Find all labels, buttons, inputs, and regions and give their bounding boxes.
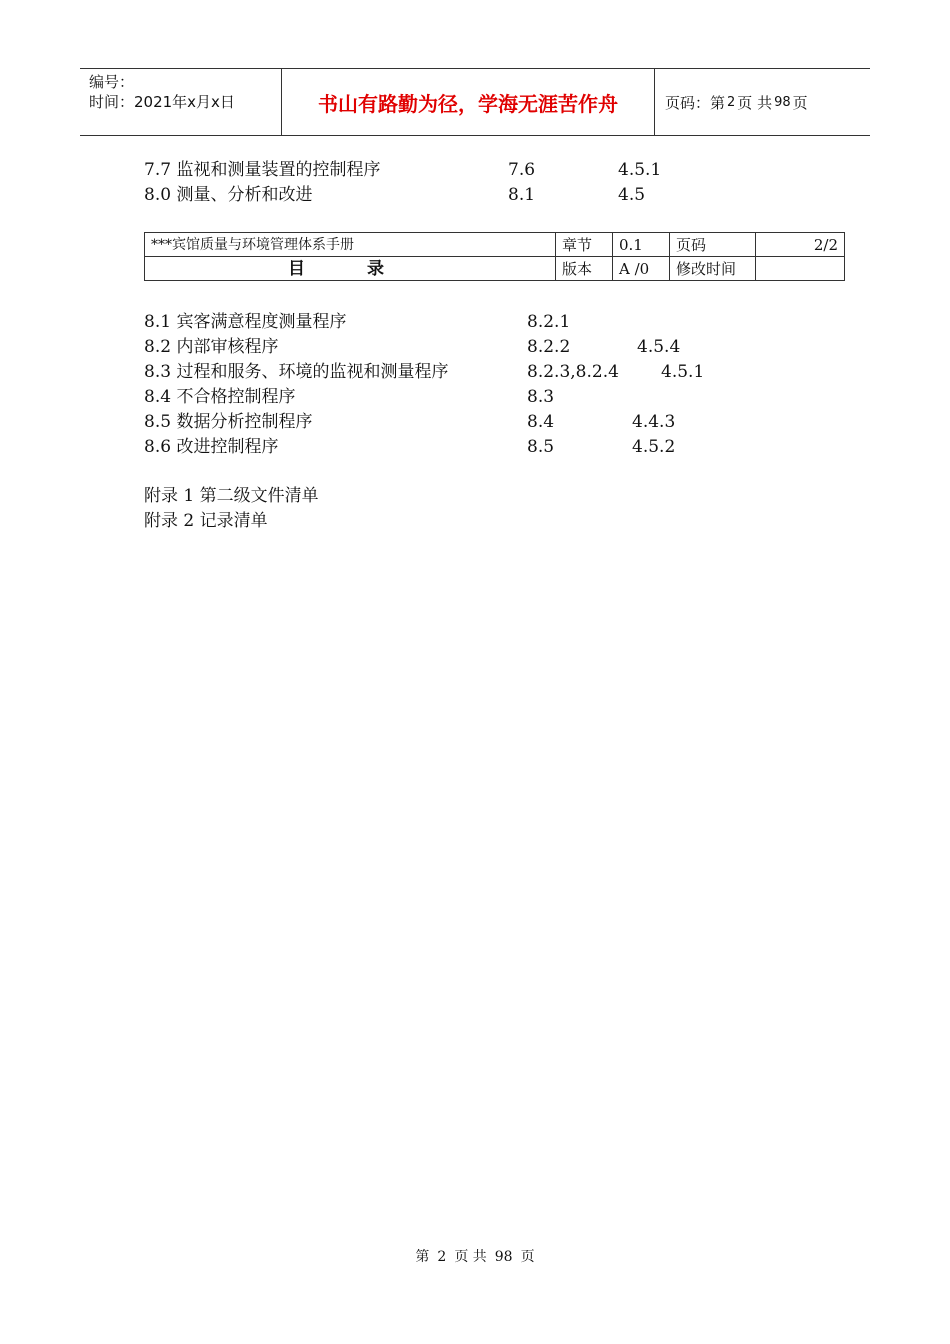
header-page-prefix: 页码：第 (665, 93, 726, 112)
toc-row-ref-clause: 8.2.1 (527, 312, 571, 332)
revision-label: 修改时间 (670, 257, 756, 281)
header-page-current: 2 (727, 94, 736, 110)
toc-row-ref-env: 4.5.2 (632, 437, 676, 457)
footer-suffix: 页 (520, 1249, 535, 1265)
toc-row-title: 7.7 监视和测量装置的控制程序 (144, 160, 381, 180)
appendix-title: 附录 1 第二级文件清单 (144, 486, 319, 506)
header-page-mid: 页 共 (737, 93, 773, 112)
header-page-info (655, 69, 870, 135)
toc-row-ref-clause: 7.6 (508, 160, 536, 180)
toc-row-title: 8.2 内部审核程序 (144, 337, 279, 357)
manual-info-table (144, 232, 845, 281)
manual-name: ***宾馆质量与环境管理体系手册 (145, 233, 556, 257)
toc-row-ref-clause: 8.2.3,8.2.4 (527, 362, 619, 382)
toc-row-title: 8.5 数据分析控制程序 (144, 412, 313, 432)
toc-row-ref-env: 4.5.1 (661, 362, 705, 382)
page-value: 2/2 (756, 233, 845, 257)
toc-row-ref-env: 4.5 (618, 185, 646, 205)
document-number-label: 编号： (89, 73, 135, 91)
toc-row-ref-clause: 8.1 (508, 185, 536, 205)
footer-prefix: 第 (415, 1249, 430, 1265)
page-header (80, 68, 870, 136)
page-footer (0, 1246, 950, 1266)
footer-mid: 页 共 (454, 1249, 487, 1265)
version-label: 版本 (556, 257, 613, 281)
toc-row-ref-env: 4.5.1 (618, 160, 662, 180)
toc-row-ref-clause: 8.4 (527, 412, 555, 432)
toc-row-title: 8.4 不合格控制程序 (144, 387, 296, 407)
toc-row-ref-env: 4.4.3 (632, 412, 676, 432)
header-motto: 书山有路勤为径，学海无涯苦作舟 (282, 69, 655, 135)
footer-current-page: 2 (437, 1249, 447, 1265)
toc-row-ref-clause: 8.3 (527, 387, 555, 407)
toc-row-title: 8.6 改进控制程序 (144, 437, 279, 457)
header-meta (80, 69, 282, 135)
toc-row-ref-clause: 8.5 (527, 437, 555, 457)
chapter-value: 0.1 (613, 233, 670, 257)
toc-row-ref-clause: 8.2.2 (527, 337, 571, 357)
chapter-label: 章节 (556, 233, 613, 257)
header-page-total: 98 (774, 94, 791, 110)
catalog-title: 目 录 (145, 257, 556, 281)
toc-row-title: 8.3 过程和服务、环境的监视和测量程序 (144, 362, 449, 382)
appendix-title: 附录 2 记录清单 (144, 511, 268, 531)
footer-total-pages: 98 (494, 1249, 513, 1265)
revision-value (756, 257, 845, 281)
header-page-suffix: 页 (792, 93, 808, 112)
version-value: A /0 (613, 257, 670, 281)
toc-row-title: 8.0 测量、分析和改进 (144, 185, 313, 205)
toc-row-ref-env: 4.5.4 (637, 337, 681, 357)
document-date: 时间：2021年x月x日 (89, 93, 235, 111)
page-label: 页码 (670, 233, 756, 257)
toc-row-title: 8.1 宾客满意程度测量程序 (144, 312, 347, 332)
